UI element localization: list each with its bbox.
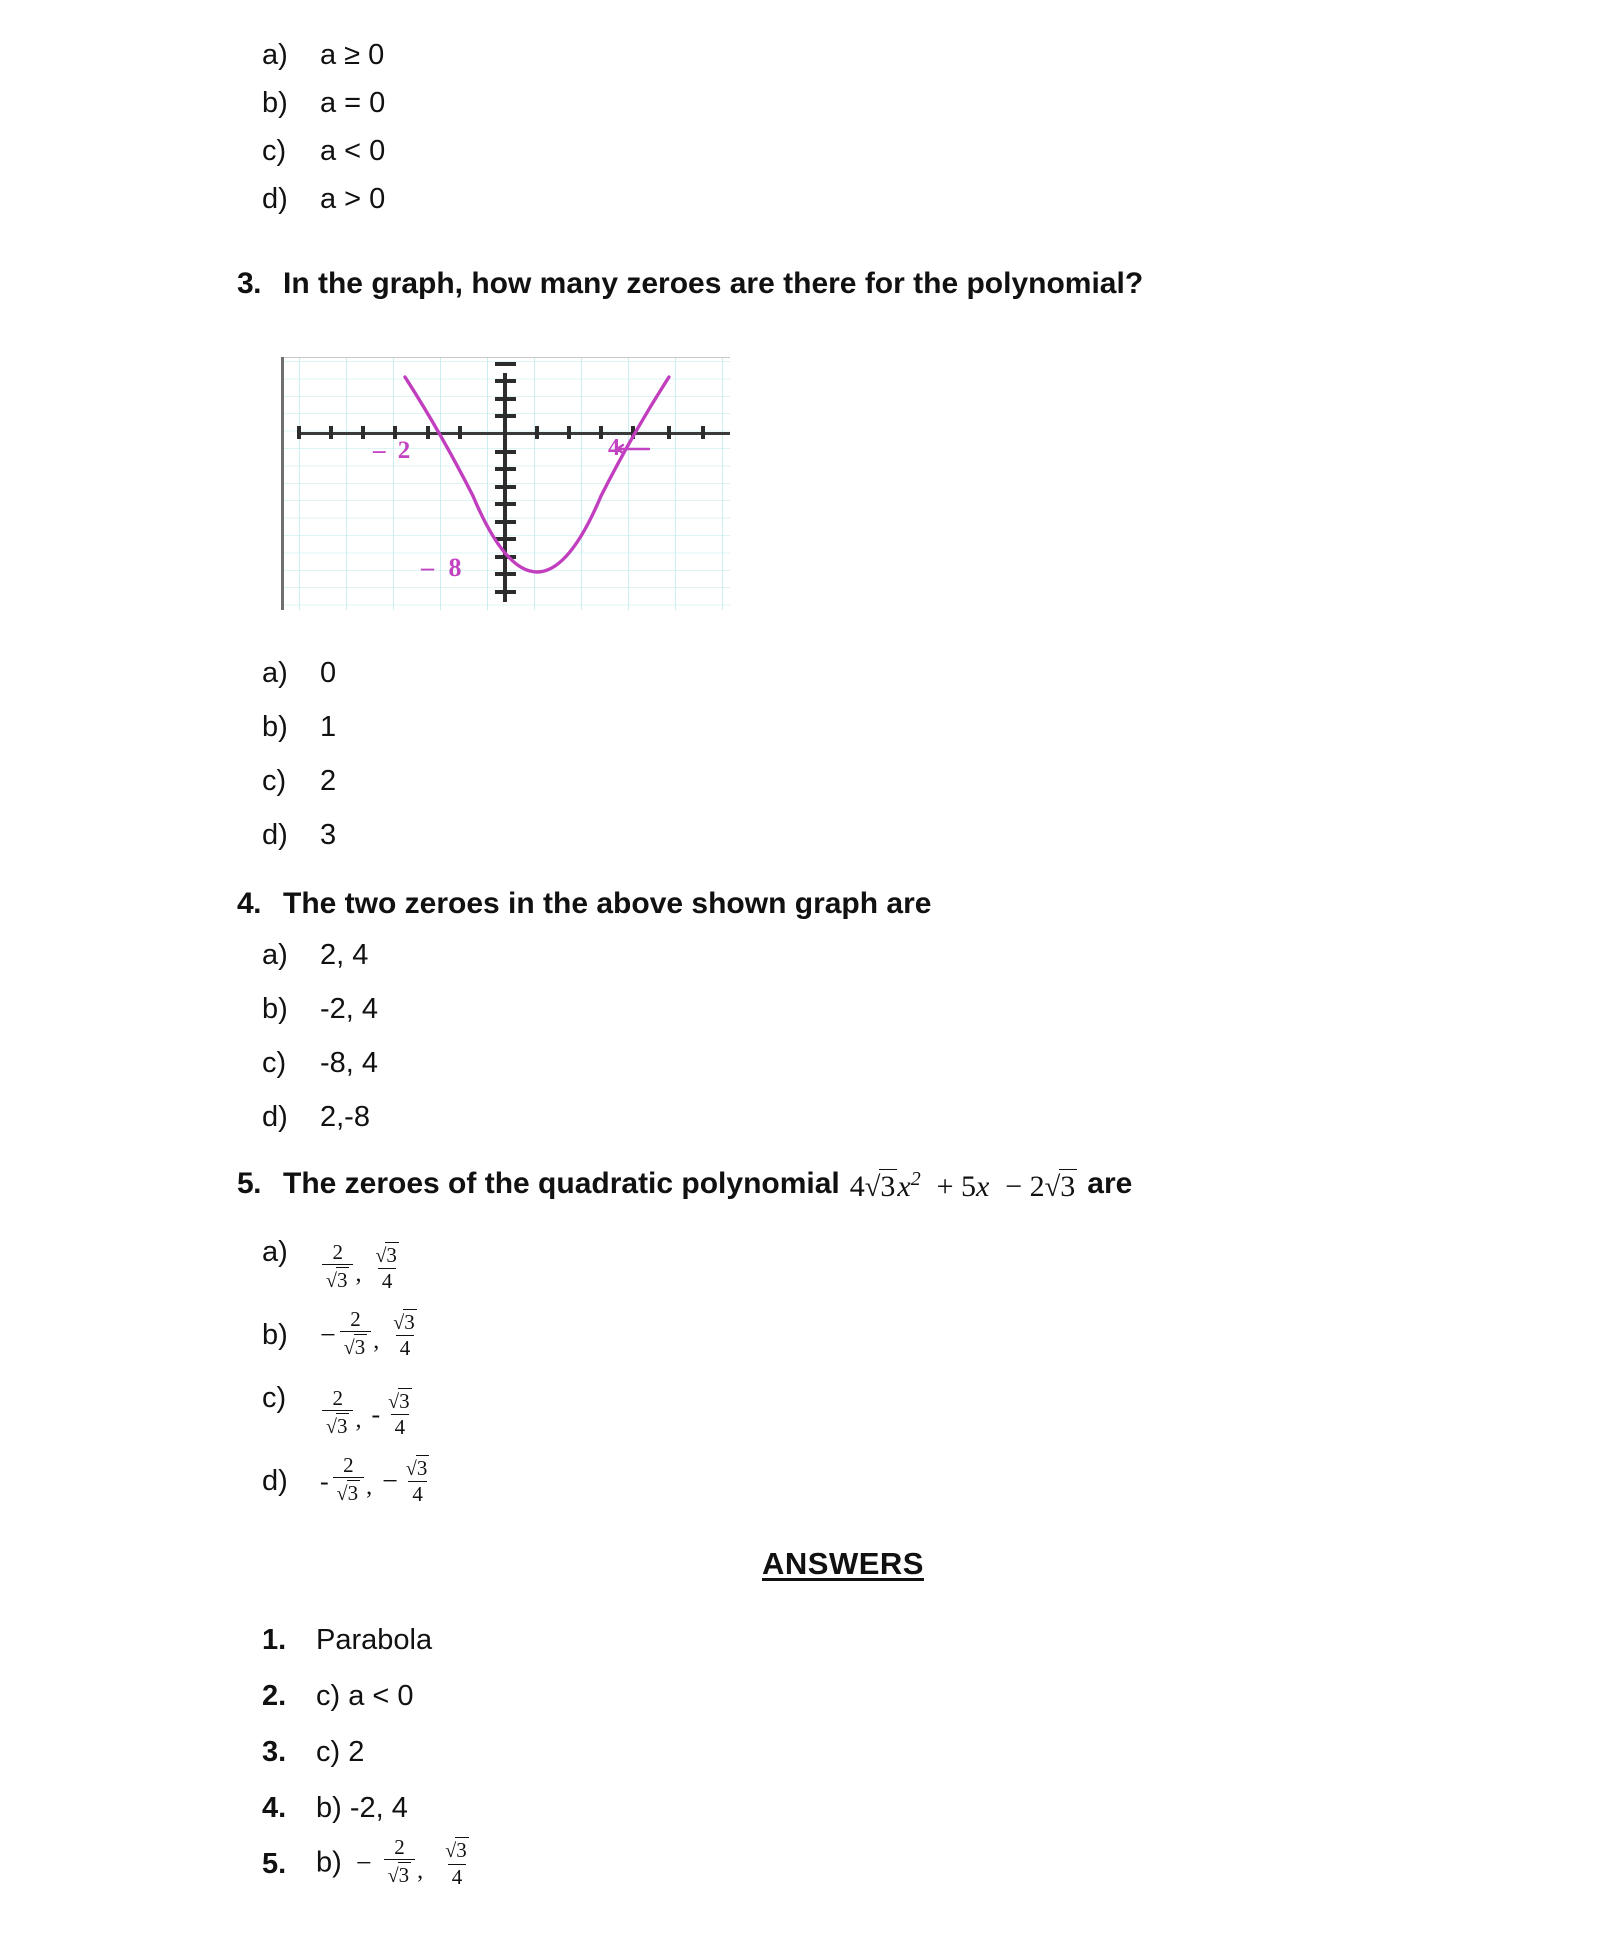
option-key: c) — [262, 1047, 287, 1079]
option-row[interactable] — [262, 658, 336, 712]
option-key: d) — [262, 1101, 288, 1133]
option-value: 2, 4 — [320, 939, 369, 971]
answer-value: b) -2, 4 — [316, 1791, 408, 1824]
answer-row — [262, 1724, 475, 1780]
question-4 — [237, 888, 931, 920]
answer-value: c) a < 0 — [316, 1679, 414, 1712]
option-key: b) — [262, 1318, 288, 1351]
graph-annotation-arrow-icon — [613, 443, 653, 461]
answer-row — [262, 1780, 475, 1836]
option-value: - $\frac{2}{√3}$ , − $\frac{√3}{4}$ — [320, 1453, 428, 1507]
parabola-curve — [281, 357, 730, 610]
answer-value: c) 2 — [316, 1735, 365, 1768]
question-text-after: are — [1087, 1167, 1133, 1200]
answer-row — [262, 1836, 475, 1892]
answer-number: 4. — [262, 1791, 287, 1824]
option-value: − $\frac{2}{√3}$ , $\frac{√3}{4}$ — [320, 1307, 415, 1361]
option-value: a = 0 — [320, 87, 386, 119]
q5-option-a[interactable] — [262, 1237, 405, 1294]
q4-options-list — [262, 940, 378, 1156]
graph-annotation-root-negative-two: – 2 — [373, 437, 414, 464]
question-text-before: The zeroes of the quadratic polynomial — [283, 1167, 840, 1200]
option-row[interactable] — [262, 1102, 378, 1156]
answers-heading: ANSWERS — [762, 1546, 924, 1581]
option-key: a) — [262, 657, 288, 689]
option-row[interactable] — [262, 940, 378, 994]
answer-row — [262, 1612, 475, 1668]
option-value: a < 0 — [320, 135, 386, 167]
q5-option-c[interactable] — [262, 1383, 418, 1440]
option-key: b) — [262, 993, 288, 1025]
option-key: d) — [262, 183, 288, 215]
question-text: The two zeroes in the above shown graph are — [283, 887, 932, 920]
option-value: 0 — [320, 657, 337, 689]
option-row[interactable] — [262, 1048, 378, 1102]
option-value: 2,-8 — [320, 1101, 370, 1133]
graph-annotation-y-intercept: – 8 — [421, 553, 466, 582]
option-row[interactable] — [262, 88, 385, 136]
q2-options-list — [262, 40, 385, 232]
option-key: c) — [262, 135, 287, 167]
answer-value: Parabola — [316, 1623, 433, 1656]
option-row[interactable] — [262, 136, 385, 184]
option-value: a ≥ 0 — [320, 39, 385, 71]
option-value: -8, 4 — [320, 1047, 379, 1079]
option-value: 2 — [320, 765, 337, 797]
option-key: d) — [262, 819, 288, 851]
answer-value: b) − $\frac{2}{√3}$ $_,$ $\frac{√3}{4}$ — [316, 1835, 467, 1889]
option-value: $\frac{2}{√3}$ , $\frac{√3}{4}$ — [320, 1243, 405, 1294]
option-key: c) — [262, 765, 287, 797]
graph-annotation-root-four: 4 — [608, 435, 620, 461]
polynomial-graph — [281, 357, 730, 610]
option-key: a) — [262, 1236, 288, 1268]
answers-list — [262, 1612, 475, 1892]
option-value: -2, 4 — [320, 993, 379, 1025]
option-value: a > 0 — [320, 183, 386, 215]
option-key: a) — [262, 939, 288, 971]
question-3 — [237, 268, 1143, 300]
option-row[interactable] — [262, 40, 385, 88]
question-number: 4. — [237, 887, 262, 920]
option-key: a) — [262, 39, 288, 71]
question-number: 3. — [237, 267, 262, 300]
question-polynomial: $4√3x^2 + 5x - 2√3$ — [849, 1168, 1076, 1203]
option-row[interactable] — [262, 994, 378, 1048]
answer-number: 5. — [262, 1847, 287, 1880]
option-value: 1 — [320, 711, 337, 743]
question-5 — [237, 1168, 1132, 1205]
option-row[interactable] — [262, 184, 385, 232]
question-text: In the graph, how many zeroes are there for the polynomial? — [283, 267, 1144, 300]
q5-option-d[interactable] — [262, 1453, 435, 1507]
answer-number: 2. — [262, 1679, 287, 1712]
option-row[interactable] — [262, 712, 336, 766]
option-value: 3 — [320, 819, 337, 851]
answer-row — [262, 1668, 475, 1724]
q5-option-b[interactable] — [262, 1307, 423, 1361]
option-row[interactable] — [262, 820, 336, 874]
question-number: 5. — [237, 1167, 262, 1200]
option-value: $\frac{2}{√3}$ , - $\frac{√3}{4}$ — [320, 1389, 418, 1440]
q3-options-list — [262, 658, 336, 874]
answer-number: 3. — [262, 1735, 287, 1768]
option-key: c) — [262, 1382, 287, 1414]
answer-number: 1. — [262, 1623, 287, 1656]
option-key: b) — [262, 711, 288, 743]
option-key: b) — [262, 87, 288, 119]
option-row[interactable] — [262, 766, 336, 820]
option-key: d) — [262, 1464, 288, 1497]
